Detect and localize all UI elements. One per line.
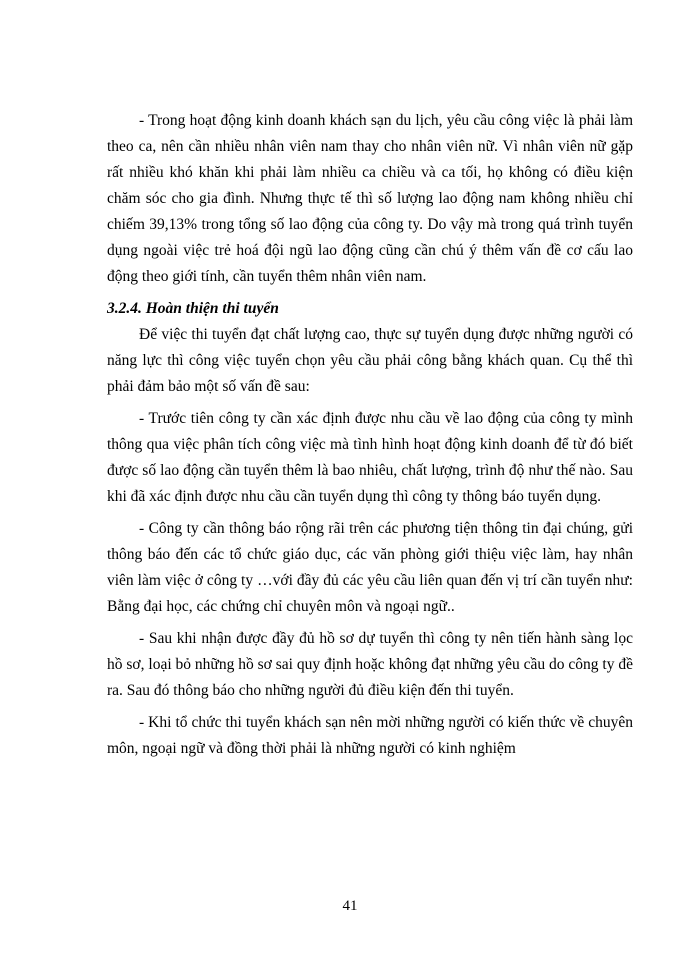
paragraph-determine-needs: - Trước tiên công ty cần xác định được nhu cầu về lao động của công ty mình thông qua việc phân tích công việc mà tình hình hoạt động kinh doanh để từ đó biết được số lao động cần tuyển thêm là bao nhiêu, chất lượng, trình độ như thế nào. Sau khi đã xác định được nhu cầu cần tuyển dụng thì công ty thông báo tuyển dụng. (107, 410, 633, 505)
paragraph-screening: - Sau khi nhận được đầy đủ hồ sơ dự tuyển thì công ty nên tiến hành sàng lọc hồ sơ, loại bỏ những hồ sơ sai quy định hoặc không đạt những yêu cầu do công ty đề ra. Sau đó thông báo cho những người đủ điều kiện đến thi tuyển. (107, 630, 633, 699)
paragraph-examiners: - Khi tổ chức thi tuyển khách sạn nên mời những người có kiến thức về chuyên môn, ngoại ngữ và đồng thời phải là những người có kinh nghiệm (107, 714, 633, 757)
paragraph-announce: - Công ty cần thông báo rộng rãi trên các phương tiện thông tin đại chúng, gửi thông báo đến các tổ chức giáo dục, các văn phòng giới thiệu việc làm, hay nhân viên làm việc ở công ty …với đầy đủ các yêu cầu liên quan đến vị trí cần tuyển như: Bằng đại học, các chứng chỉ chuyên môn và ngoại ngữ.. (107, 520, 633, 615)
paragraph-male-staff: - Trong hoạt động kinh doanh khách sạn du lịch, yêu cầu công việc là phải làm theo ca, nên cần nhiều nhân viên nam thay cho nhân viên nữ. Vì nhân viên nữ gặp rất nhiều khó khăn khi phải làm nhiều ca chiều và ca tối, họ không có điều kiện chăm sóc cho gia đình. Nhưng thực tế thì số lượng lao động nam không nhiều chỉ chiếm 39,13% trong tổng số lao động của công ty. Do vậy mà trong quá trình tuyển dụng ngoài việc trẻ hoá đội ngũ lao động cũng cần chú ý thêm vấn đề cơ cấu lao động theo giới tính, cần tuyển thêm nhân viên nam. (107, 112, 633, 285)
page-number: 41 (342, 898, 358, 914)
paragraph-intro: Để việc thi tuyển đạt chất lượng cao, thực sự tuyển dụng được những người có năng lực thì công việc tuyển chọn yêu cầu phải công bằng khách quan. Cụ thể thì phải đảm bảo một số vấn đề sau: (107, 326, 633, 395)
section-heading: 3.2.4. Hoàn thiện thi tuyển (107, 300, 279, 317)
document-body (107, 108, 633, 768)
